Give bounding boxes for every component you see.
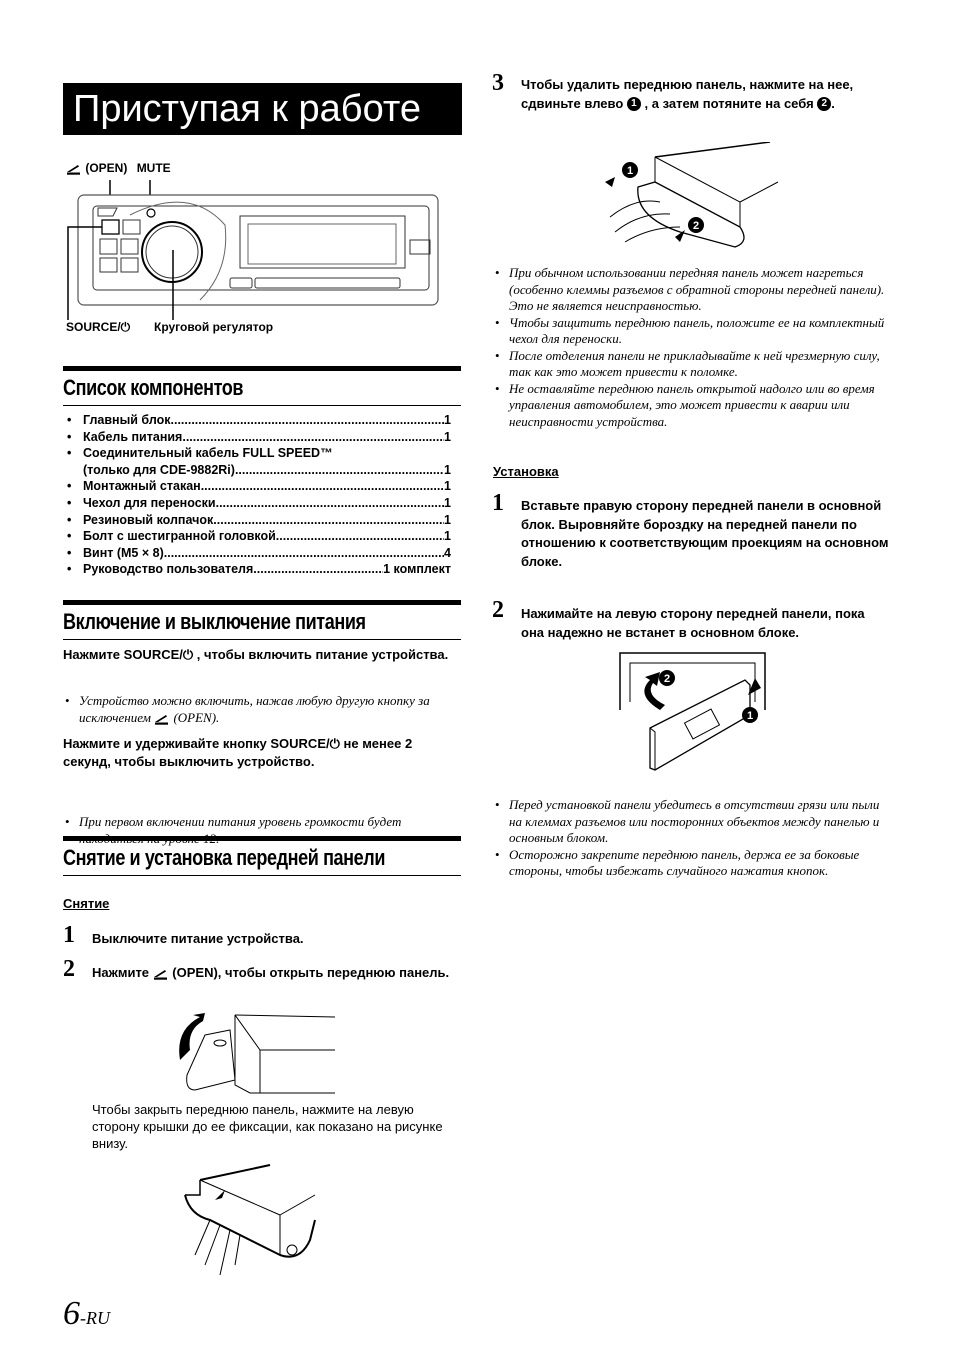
close-panel-note: Чтобы закрыть переднюю панель, нажмите на левую сторону крышки до ее фиксации, как показано на рисунке внизу.	[92, 1102, 443, 1151]
list-item: • Винт (M5 × 8) ..... 4	[63, 545, 451, 562]
open-eject-icon	[154, 713, 170, 725]
open-label: (OPEN)	[85, 161, 128, 175]
open-eject-icon	[153, 968, 169, 980]
marker-2-icon: 2	[817, 97, 831, 111]
panel-heading: Снятие и установка передней панели	[63, 836, 461, 876]
list-item: • Главный блок ..... 1	[63, 412, 451, 429]
detach-panel-illustration	[600, 142, 780, 257]
power-heading: Включение и выключение питания	[63, 600, 461, 640]
marker-1-icon: 1	[627, 97, 641, 111]
svg-text:1: 1	[746, 710, 754, 722]
close-panel-illustration	[180, 1160, 330, 1285]
note-item: • При обычном использовании передняя панель может нагреться (особенно клеммы разъемов с обратной стороны передней панели). Это не является неисправностью.	[493, 265, 893, 315]
step-number: 2	[63, 956, 75, 982]
head-unit-diagram	[60, 180, 460, 340]
power-off-note: • При первом включении питания уровень громкости будет находиться на уровне 12.	[63, 814, 469, 847]
diagram-top-labels	[66, 161, 171, 175]
list-item: • Резиновый колпачок ..... 1	[63, 512, 451, 529]
list-item: • Руководство пользователя ..... 1 комплект	[63, 561, 451, 578]
installation-notes	[493, 797, 893, 880]
step-number: 3	[492, 70, 504, 96]
note-item: • Перед установкой панели убедитесь в отсутствии грязи или пыли на клеммах разъемов или посторонних объектов между панелью и основным блоком.	[493, 797, 893, 847]
note-item: • Осторожно закрепите переднюю панель, держа ее за боковые стороны, чтобы избежать случайного нажатия кнопок.	[493, 847, 893, 880]
power-off-instruction: Нажмите и удерживайте кнопку SOURCE/⏻ не менее 2 секунд, чтобы выключить устройство.	[63, 736, 413, 769]
removal-step-3: Чтобы удалить переднюю панель, нажмите на нее, сдвиньте влево 1 , а затем потяните на себя 2 .	[521, 77, 854, 111]
power-on-instruction: Нажмите SOURCE/⏻ , чтобы включить питание устройства.	[63, 647, 449, 662]
note-item: • Чтобы защитить переднюю панель, положите ее на комплектный чехол для переноски.	[493, 315, 893, 348]
installation-step-2: Нажимайте на левую сторону передней панели, пока она надежно не встанет в основном блоке.	[521, 606, 865, 640]
dial-label: Круговой регулятор	[154, 320, 274, 334]
list-item: • Соединительный кабель FULL SPEED™ (только для CDE-9882Ri) ..... 1	[63, 445, 451, 478]
mute-label: MUTE	[136, 161, 171, 175]
removal-step-1: Выключите питание устройства.	[92, 931, 304, 946]
power-on-note: • Устройство можно включить, нажав любую другую кнопку за исключением (OPEN).	[63, 693, 469, 726]
list-item: • Болт с шестигранной головкой ..... 1	[63, 528, 451, 545]
note-item: • После отделения панели не прикладывайте к ней чрезмерную силу, так как это может привести к поломке.	[493, 348, 893, 381]
open-eject-icon	[66, 163, 82, 175]
installation-subheading: Установка	[493, 464, 559, 479]
list-item: • Кабель питания ..... 1	[63, 429, 451, 446]
step-number: 1	[63, 922, 75, 948]
removal-subheading: Снятие	[63, 896, 110, 911]
list-item: • Чехол для переноски ..... 1	[63, 495, 451, 512]
components-heading: Список компонентов	[63, 366, 461, 406]
page-title: Приступая к работе	[63, 83, 462, 135]
page-number: 6-RU	[63, 1295, 110, 1332]
svg-text:2: 2	[663, 673, 671, 685]
step-number: 1	[492, 490, 504, 516]
svg-text:2: 2	[692, 220, 700, 232]
removal-notes	[493, 265, 893, 430]
list-item: • Монтажный стакан ..... 1	[63, 478, 451, 495]
install-panel-illustration	[615, 650, 775, 785]
components-list	[63, 412, 451, 578]
installation-step-1: Вставьте правую сторону передней панели в основной блок. Выровняйте бороздку на передней панели по отношению к соответствующим проекциям на основном блоке.	[521, 498, 889, 569]
note-item: • Не оставляйте переднюю панель открытой надолго или во время управления автомобилем, это может привести к аварии или неисправности устройства.	[493, 381, 893, 431]
removal-step-2: Нажмите (OPEN), чтобы открыть переднюю панель.	[92, 965, 450, 980]
step-number: 2	[492, 597, 504, 623]
open-panel-illustration	[175, 1005, 345, 1095]
source-label: SOURCE/⏻	[66, 320, 131, 334]
svg-text:1: 1	[626, 165, 634, 177]
